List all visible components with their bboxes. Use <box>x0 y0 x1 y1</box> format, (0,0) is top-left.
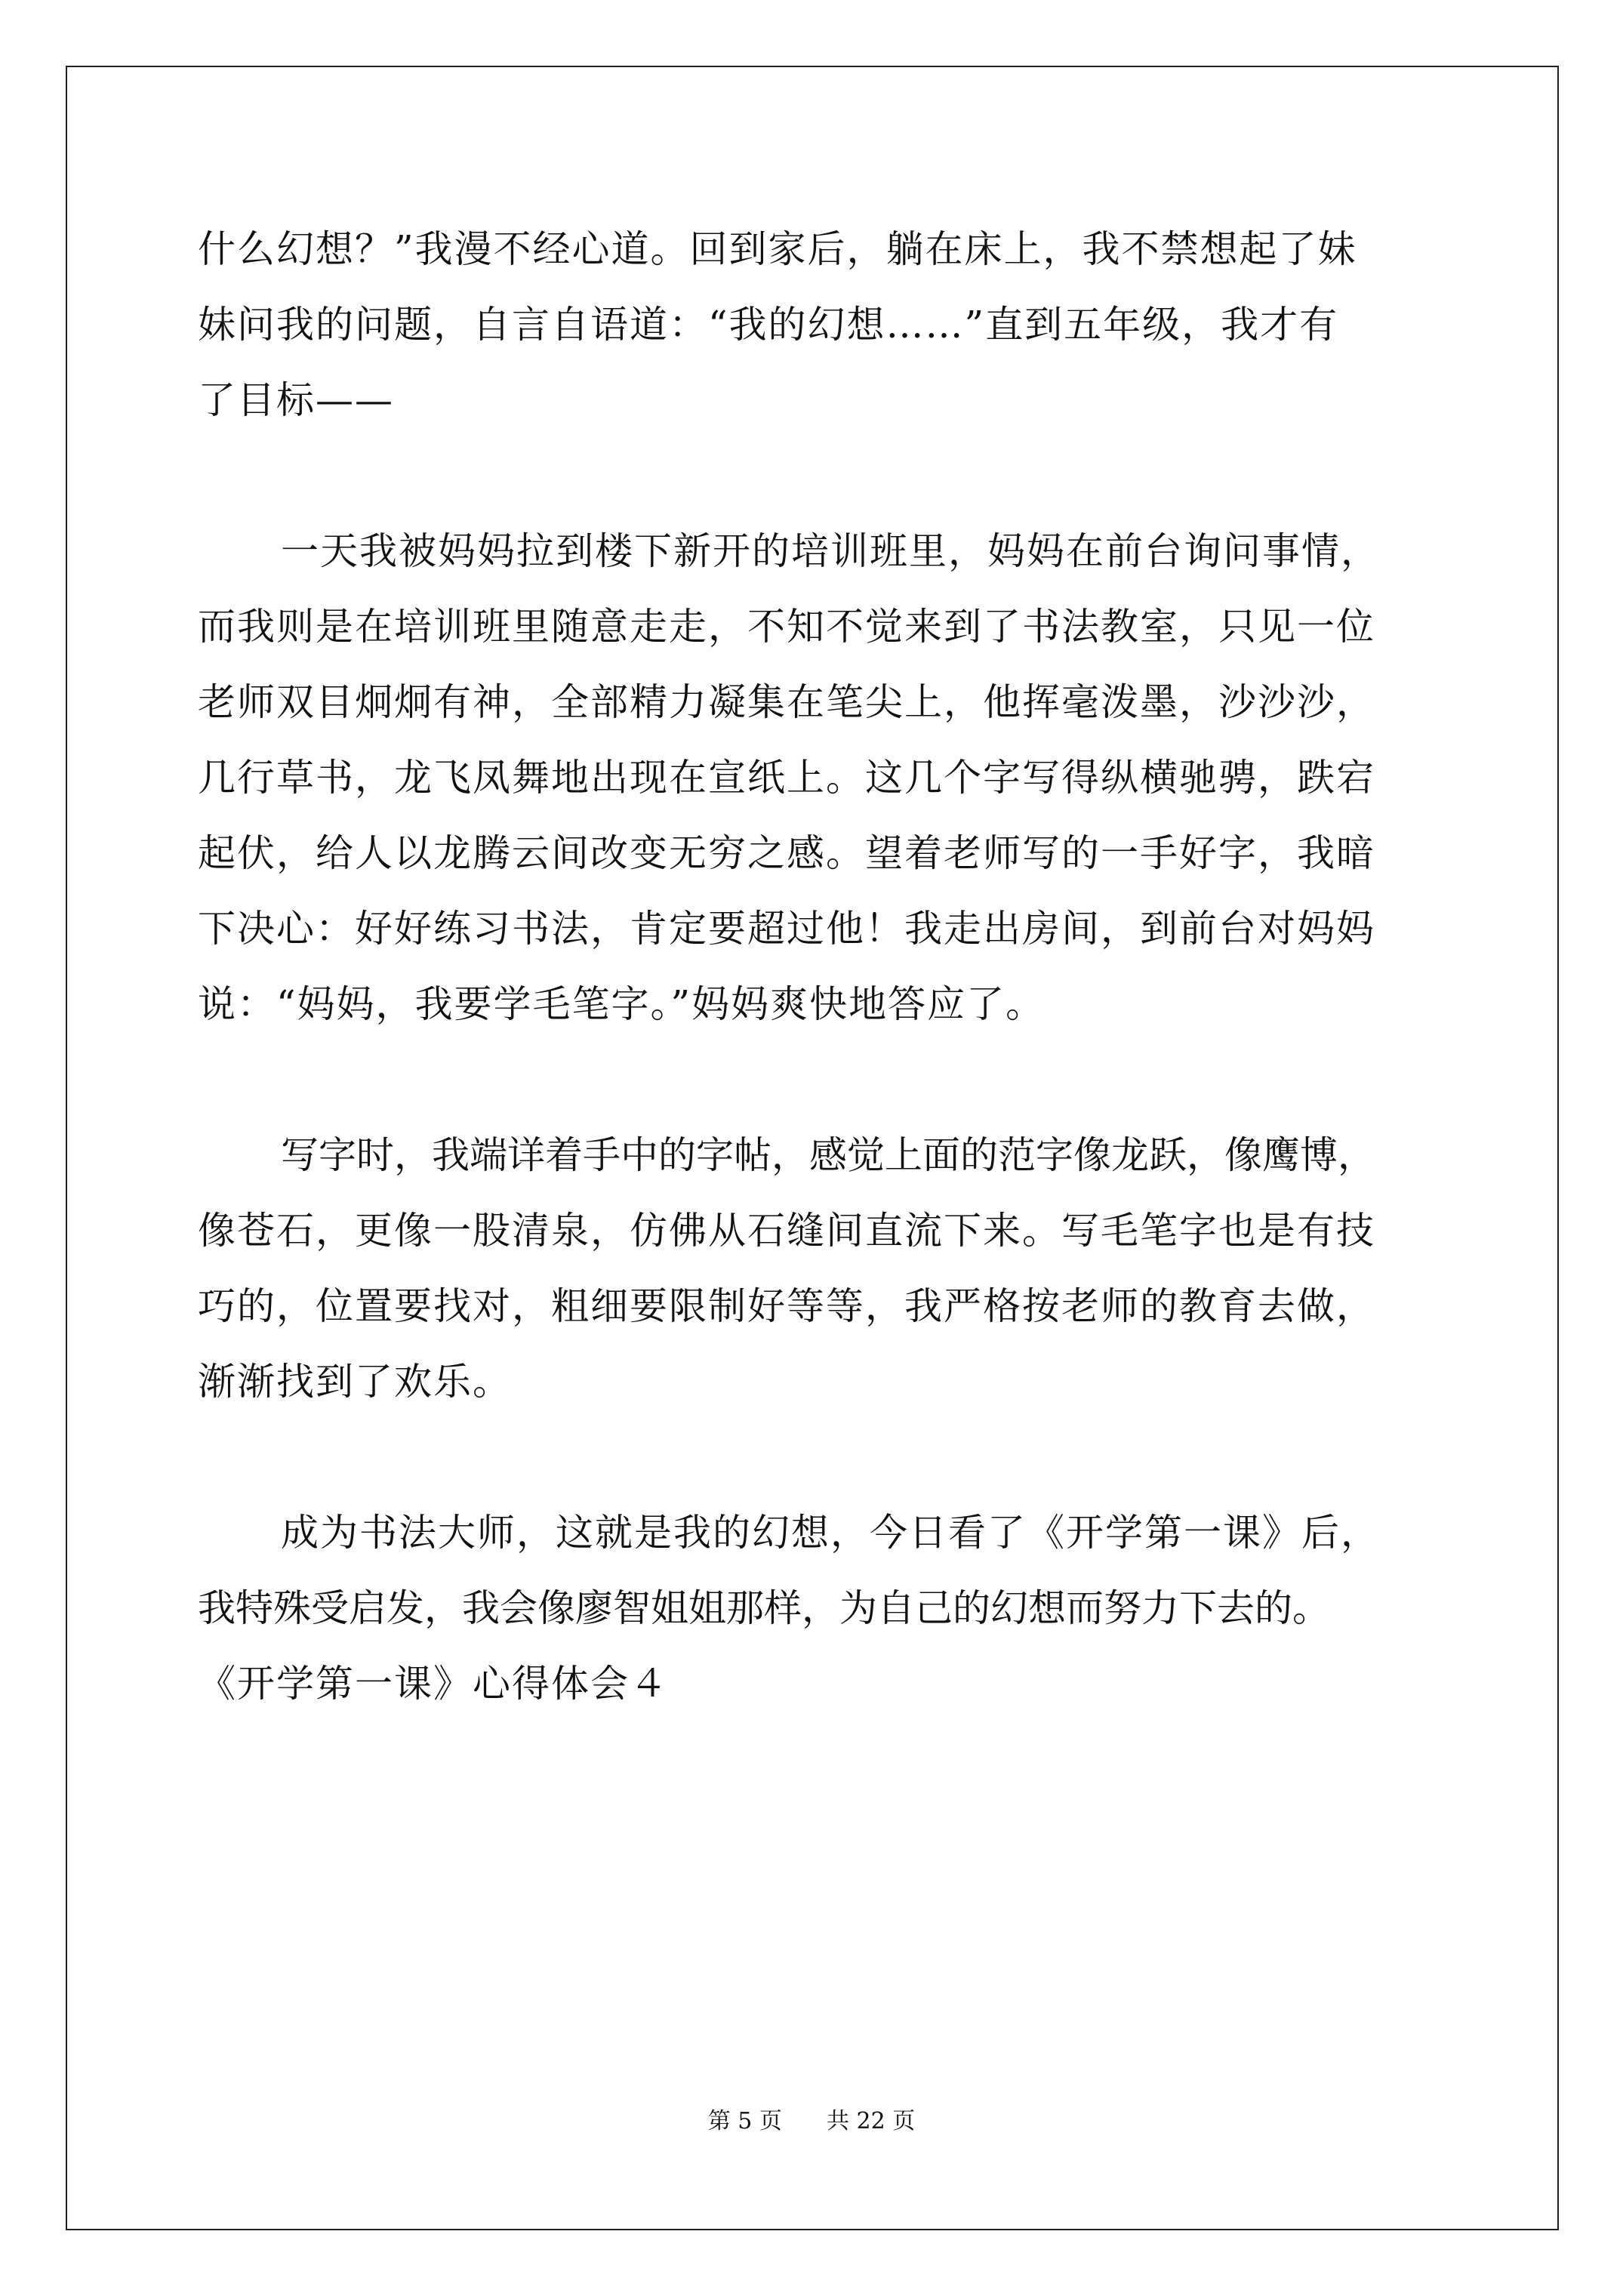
text-line: 说：“妈妈，我要学毛笔字。”妈妈爽快地答应了。 <box>198 982 1046 1026</box>
text-line: 妹问我的问题，自言自语道：“我的幻想……”直到五年级，我才有 <box>198 303 1339 347</box>
section-heading: 《开学第一课》心得体会４ <box>198 1662 669 1706</box>
text-line: 起伏，给人以龙腾云间改变无穷之感。望着老师写的一手好字，我暗 <box>198 831 1375 875</box>
paragraph-start-line: 成为书法大师，这就是我的幻想，今日看了《开学第一课》后， <box>281 1511 1380 1555</box>
document-body <box>198 211 1436 1721</box>
paragraph-start-line: 一天我被妈妈拉到楼下新开的培训班里，妈妈在前台询问事情， <box>281 529 1380 573</box>
text-line: 渐渐找到了欢乐。 <box>198 1360 512 1404</box>
text-line: 而我则是在培训班里随意走走，不知不觉来到了书法教室，只见一位 <box>198 605 1375 649</box>
paragraph-start-line: 写字时，我端详着手中的字帖，感觉上面的范字像龙跃，像鹰博， <box>281 1133 1375 1177</box>
page-total: 共 22 页 <box>827 2108 916 2134</box>
text-line: 我特殊受启发，我会像廖智姐姐那样，为自己的幻想而努力下去的。 <box>198 1586 1330 1630</box>
page-number: 第 5 页 <box>707 2108 782 2134</box>
text-line: 了目标—— <box>198 378 394 422</box>
text-line: 巧的，位置要找对，粗细要限制好等等，我严格按老师的教育去做， <box>198 1284 1375 1328</box>
text-line: 像苍石，更像一股清泉，仿佛从石缝间直流下来。写毛笔字也是有技 <box>198 1209 1375 1253</box>
text-line: 老师双目炯炯有神，全部精力凝集在笔尖上，他挥毫泼墨，沙沙沙， <box>198 680 1375 724</box>
page-footer <box>0 2106 1623 2137</box>
text-line: 几行草书，龙飞凤舞地出现在宣纸上。这几个字写得纵横驰骋，跌宕 <box>198 756 1375 800</box>
text-line: 下决心：好好练习书法，肯定要超过他！我走出房间，到前台对妈妈 <box>198 907 1375 951</box>
text-line: 什么幻想？”我漫不经心道。回到家后，躺在床上，我不禁想起了妹 <box>198 227 1357 271</box>
